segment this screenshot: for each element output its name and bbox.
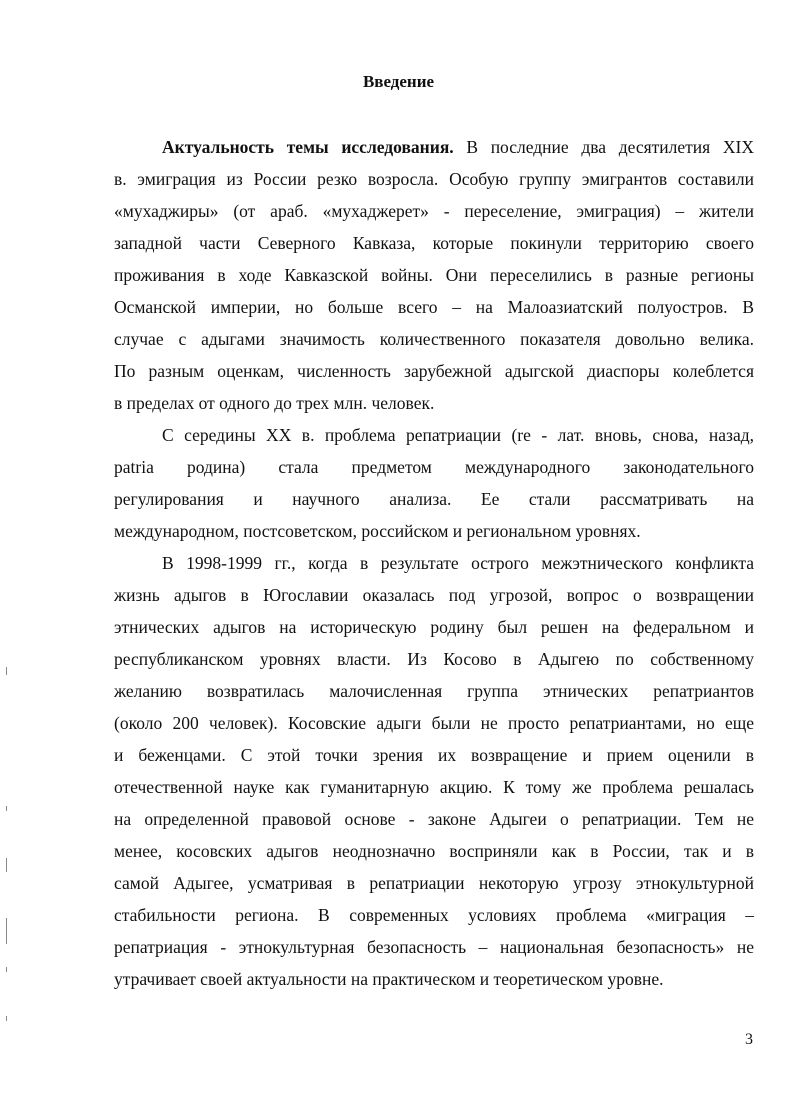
- text-span: В последние два десятилетия XIX: [453, 137, 754, 157]
- text-line: республиканском уровнях власти. Из Косово в Адыгею по собственному: [114, 649, 754, 669]
- text-line: на определенной правовой основе - законе Адыгеи о репатриации. Тем не: [114, 809, 754, 829]
- text-line: «мухаджиры» (от араб. «мухаджерет» - переселение, эмиграция) – жители: [114, 201, 754, 221]
- text-line: в. эмиграция из России резко возросла. Особую группу эмигрантов составили: [114, 169, 754, 189]
- page-title: Введение: [362, 72, 435, 91]
- text-line: Османской империи, но больше всего – на Малоазиатский полуостров. В: [114, 297, 754, 317]
- body-text: [114, 131, 754, 995]
- text-line: [114, 131, 754, 163]
- text-line: случае с адыгами значимость количественного показателя довольно велика.: [114, 329, 754, 349]
- text-line: менее, косовских адыгов неоднозначно восприняли как в России, так и в: [114, 841, 754, 861]
- text-line: желанию возвратилась малочисленная группа этнических репатриантов: [114, 681, 754, 701]
- text-line: репатриация - этнокультурная безопасность – национальная безопасность» не: [114, 937, 754, 957]
- text-line: С середины XX в. проблема репатриации (re - лат. вновь, снова, назад,: [162, 425, 754, 445]
- text-line: западной части Северного Кавказа, которые покинули территорию своего: [114, 233, 754, 253]
- text-line: стабильности региона. В современных условиях проблема «миграция –: [114, 905, 754, 925]
- text-line: международном, постсоветском, российском и региональном уровнях.: [114, 521, 641, 541]
- scan-artifact: [6, 1016, 7, 1021]
- scan-artifact: [6, 806, 7, 811]
- text-line: отечественной науке как гуманитарную акцию. К тому же проблема решалась: [114, 777, 754, 797]
- text-line: жизнь адыгов в Югославии оказалась под угрозой, вопрос о возвращении: [114, 585, 754, 605]
- text-line: В 1998-1999 гг., когда в результате острого межэтнического конфликта: [162, 553, 754, 573]
- text-line: в пределах от одного до трех млн. человек.: [114, 393, 435, 413]
- text-line: регулирования и научного анализа. Ее стали рассматривать на: [114, 489, 754, 509]
- scan-artifact: [6, 858, 7, 872]
- text-line: проживания в ходе Кавказской войны. Они переселились в разные регионы: [114, 265, 754, 285]
- scan-artifact: [6, 967, 7, 972]
- text-line: и беженцами. С этой точки зрения их возвращение и прием оценили в: [114, 745, 754, 765]
- text-line: По разным оценкам, численность зарубежной адыгской диаспоры колеблется: [114, 361, 754, 381]
- text-line: утрачивает своей актуальности на практическом и теоретическом уровне.: [114, 969, 664, 989]
- scan-artifact: [6, 667, 7, 675]
- text-line: самой Адыгее, усматривая в репатриации некоторую угрозу этнокультурной: [114, 873, 754, 893]
- page-number: 3: [745, 1031, 753, 1048]
- text-line: этнических адыгов на историческую родину был решен на федеральном и: [114, 617, 754, 637]
- section-lead: Актуальность темы исследования.: [162, 137, 454, 157]
- text-line: patria родина) стала предметом международного законодательного: [114, 457, 754, 477]
- scan-artifact: [6, 918, 7, 944]
- text-line: (около 200 человек). Косовские адыги были не просто репатриантами, но еще: [114, 713, 754, 733]
